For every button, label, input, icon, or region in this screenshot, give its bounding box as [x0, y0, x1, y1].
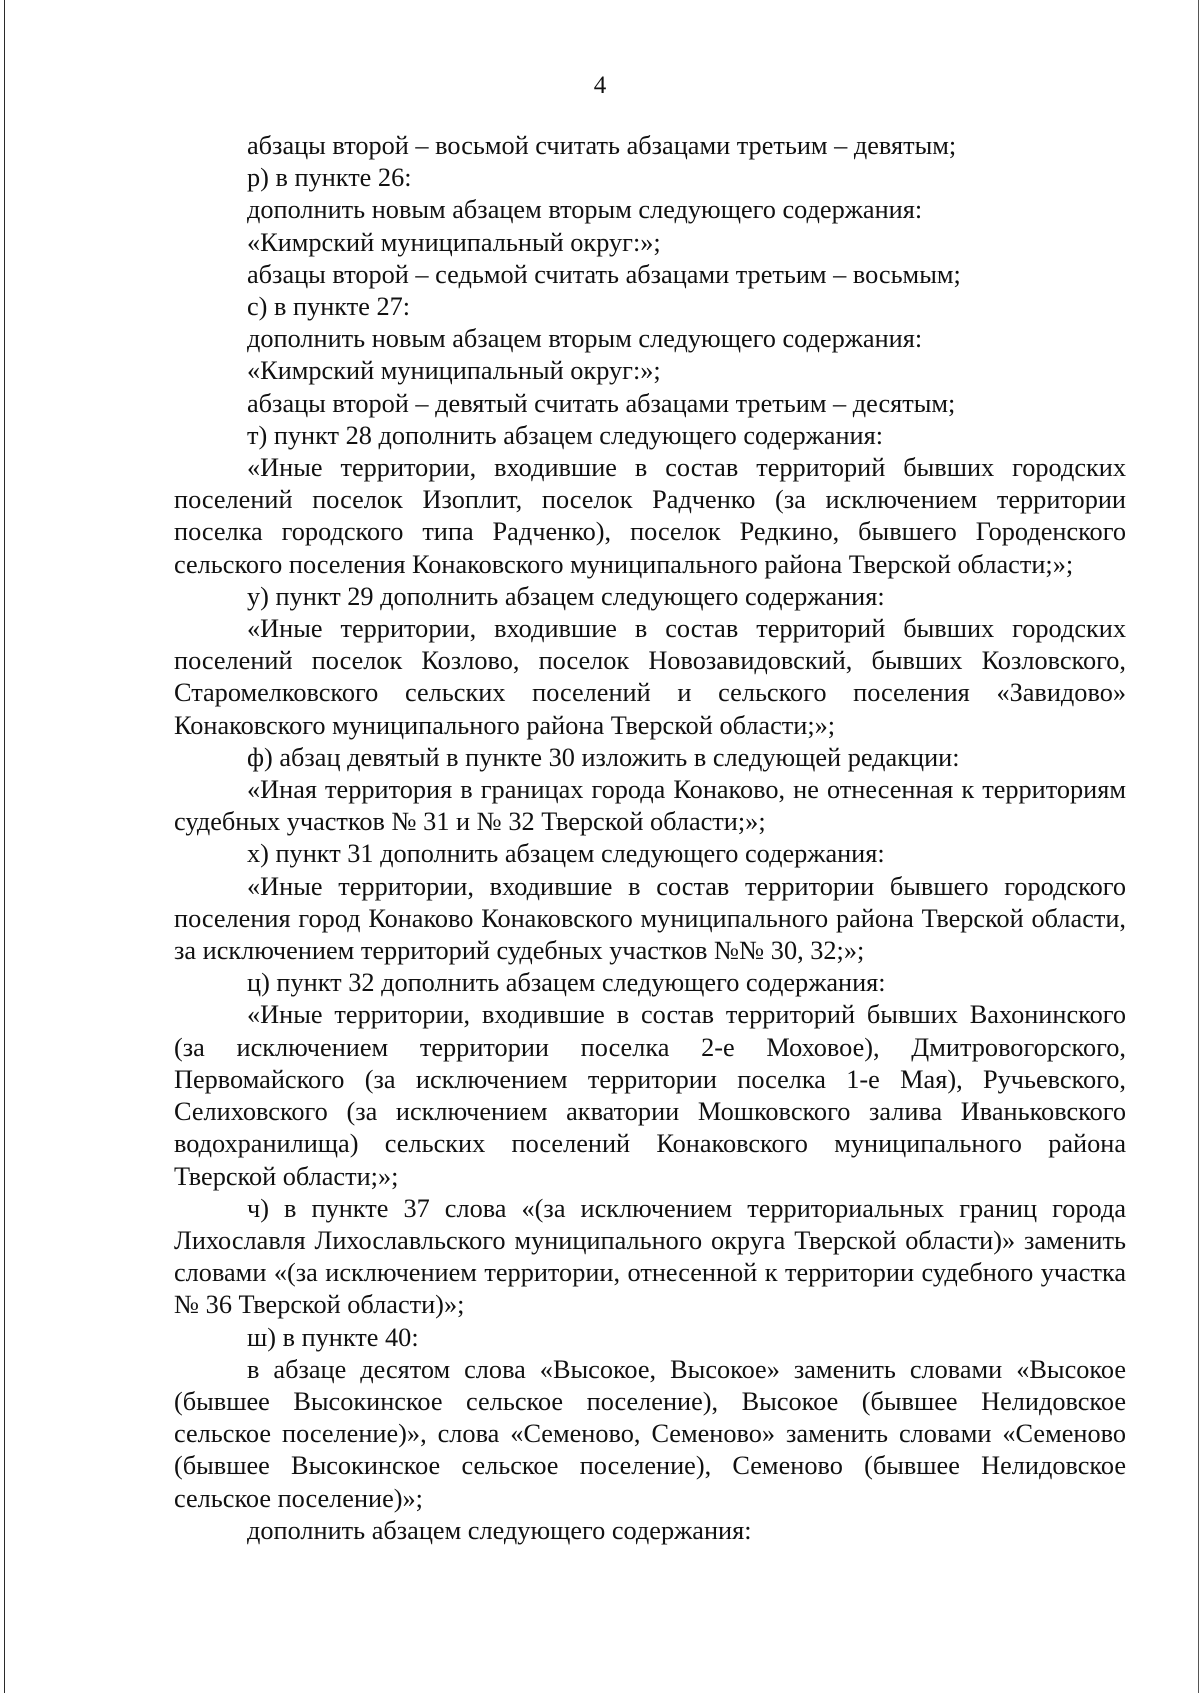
document-body [174, 130, 1126, 1547]
paragraph: «Иная территория в границах города Конаково, не отнесенная к территориям судебных участков № 31 и № 32 Тверской области;»; [174, 775, 1126, 837]
paragraph: дополнить новым абзацем вторым следующего содержания: [247, 324, 923, 354]
paragraph: абзацы второй – восьмой считать абзацами третьим – девятым; [247, 131, 957, 160]
paragraph: «Кимрский муниципальный округ:»; [247, 356, 661, 386]
paragraph: «Иные территории, входившие в состав территорий бывших городских поселений поселок Изоплит, поселок Радченко (за исключением территории поселка городского типа Радченко), поселок Редкино, бывшего Городенского сельского поселения Конаковского муниципального района Тверской области;»; [174, 453, 1126, 579]
paragraph: абзацы второй – седьмой считать абзацами третьим – восьмым; [247, 259, 961, 289]
paragraph: дополнить абзацем следующего содержания: [247, 1515, 752, 1545]
paragraph: ч) в пункте 37 слова «(за исключением территориальных границ города Лихославля Лихославльского муниципального округа Тверской области)» заменить словами «(за исключением территории, отнесенной к территории судебного участка № 36 Тверской области)»; [174, 1193, 1126, 1320]
paragraph: абзацы второй – девятый считать абзацами третьим – десятым; [247, 388, 956, 418]
paragraph: «Кимрский муниципальный округ:»; [247, 227, 661, 257]
paragraph: р) в пункте 26: [247, 163, 412, 193]
paragraph: ш) в пункте 40: [247, 1322, 419, 1352]
paragraph: х) пункт 31 дополнить абзацем следующего содержания: [247, 839, 885, 869]
paragraph: ф) абзац девятый в пункте 30 изложить в следующей редакции: [247, 742, 960, 772]
paragraph: ц) пункт 32 дополнить абзацем следующего содержания: [247, 968, 886, 998]
paragraph: в абзаце десятом слова «Высокое, Высокое» заменить словами «Высокое (бывшее Высокинское сельское поселение), Высокое (бывшее Нелидовское сельское поселение)», слова «Семеново, Семеново» заменить словами «Семеново (бывшее Высокинское сельское поселение), Семеново (бывшее Нелидовское сельское поселение)»; [174, 1354, 1126, 1513]
scan-edge-left [4, 0, 5, 1693]
paragraph: «Иные территории, входившие в состав территорий бывших Вахонинского (за исключением территории поселка 2-е Моховое), Дмитровогорского, Первомайского (за исключением территории поселка 1-е Мая), Ручьевского, Селиховского (за исключением акватории Мошковского залива Иваньковского водохранилища) сельских поселений Конаковского муниципального района Тверской области;»; [174, 1000, 1126, 1191]
paragraph: с) в пункте 27: [247, 292, 411, 322]
scan-edge-right [1198, 0, 1199, 1693]
page-number: 4 [593, 72, 607, 99]
paragraph: т) пункт 28 дополнить абзацем следующего содержания: [247, 420, 884, 450]
paragraph: дополнить новым абзацем вторым следующего содержания: [247, 195, 923, 225]
paragraph: «Иные территории, входившие в состав территории бывшего городского поселения город Конаково Конаковского муниципального района Тверской области, за исключением территорий судебных участков №№ 30, 32;»; [174, 871, 1126, 966]
paragraph: «Иные территории, входившие в состав территорий бывших городских поселений поселок Козлово, поселок Новозавидовский, бывших Козловского, Старомелковского сельских поселений и сельского поселения «Завидово» Конаковского муниципального района Тверской области;»; [174, 614, 1126, 740]
paragraph: у) пункт 29 дополнить абзацем следующего содержания: [247, 581, 885, 611]
